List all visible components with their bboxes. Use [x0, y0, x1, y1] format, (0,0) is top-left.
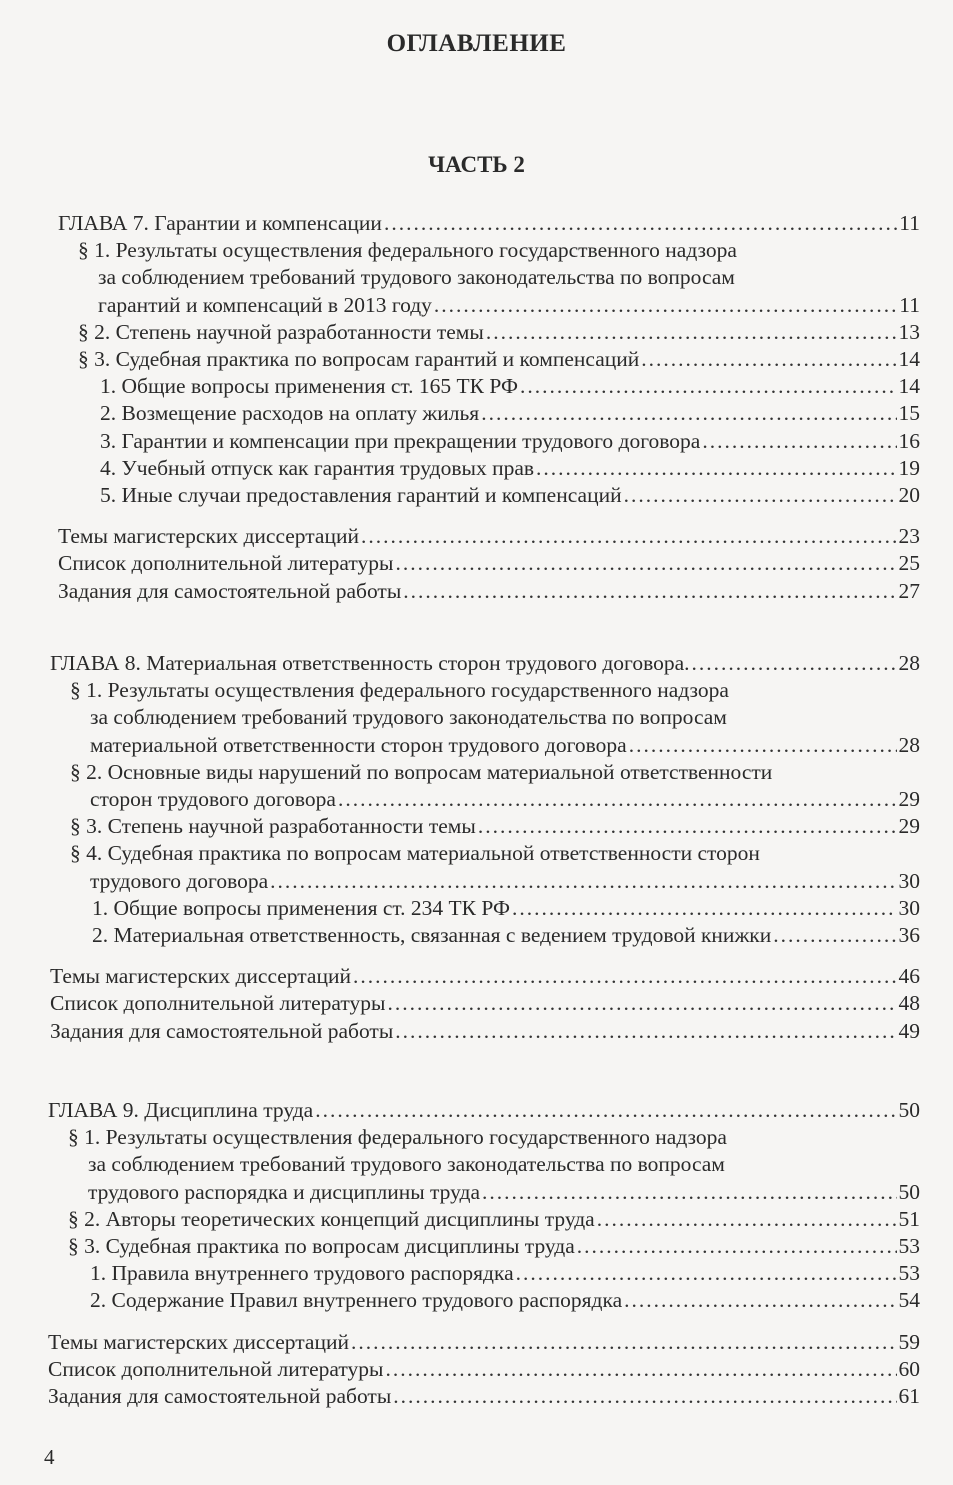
page-ref: 15: [898, 401, 920, 426]
page-ref: 19: [898, 455, 920, 480]
page-ref: 29: [898, 787, 920, 812]
dot-leader: [482, 1179, 896, 1206]
dot-leader: [393, 1383, 896, 1410]
page-ref: 61: [898, 1384, 920, 1409]
toc-chapter-7: [58, 210, 920, 605]
dot-leader: [773, 922, 896, 949]
dot-leader: [692, 650, 897, 677]
toc-entry-text[interactable]: § 1. Результаты осуществления федерального государственного надзора: [78, 238, 737, 263]
entry-title: материальной ответственности сторон трудового договора: [90, 732, 627, 757]
page-ref: 28: [898, 651, 920, 675]
dot-leader: [315, 1097, 896, 1124]
entry-title: ГЛАВА 8. Материальная ответственность сторон трудового договора.: [50, 651, 690, 675]
entry-title: Темы магистерских диссертаций: [50, 964, 351, 989]
dot-leader: [351, 1329, 897, 1356]
entry-title: Список дополнительной литературы: [58, 551, 394, 576]
entry-title: 5. Иные случаи предоставления гарантий и компенсаций: [100, 483, 622, 508]
page-ref: 53: [898, 1261, 920, 1286]
dot-leader: [434, 292, 897, 319]
entry-title: 2. Возмещение расходов на оплату жилья: [100, 401, 480, 426]
entry-title: ГЛАВА 7. Гарантии и компенсации: [58, 211, 382, 235]
toc-entry[interactable]: [48, 1233, 920, 1260]
page-ref: 20: [898, 483, 920, 508]
toc-entry[interactable]: [58, 455, 920, 482]
toc-entry[interactable]: [50, 895, 920, 922]
dot-leader: [353, 963, 897, 990]
entry-title: 1. Общие вопросы применения ст. 165 ТК РФ: [100, 374, 518, 399]
entry-title: Список дополнительной литературы: [50, 991, 386, 1016]
toc-entry[interactable]: [58, 550, 920, 577]
entry-title: трудового распорядка и дисциплины труда: [88, 1179, 481, 1204]
dot-leader: [516, 1260, 897, 1287]
toc-entry-text[interactable]: за соблюдением требований трудового законодательства по вопросам: [88, 1152, 725, 1177]
toc-entry[interactable]: [48, 1383, 920, 1410]
page-ref: 23: [898, 524, 920, 549]
entry-title: § 2. Авторы теоретических концепций дисциплины труда: [68, 1206, 595, 1231]
part-heading: ЧАСТЬ 2: [428, 152, 525, 177]
page-ref: 54: [898, 1288, 920, 1313]
toc-entry[interactable]: [58, 292, 920, 319]
toc-entry-text[interactable]: § 4. Судебная практика по вопросам материальной ответственности сторон: [70, 841, 760, 866]
toc-entry[interactable]: [58, 523, 920, 550]
entry-title: 4. Учебный отпуск как гарантия трудовых прав: [100, 455, 535, 480]
entry-title: § 3. Судебная практика по вопросам дисциплины труда: [68, 1234, 575, 1259]
toc-entry[interactable]: [58, 400, 920, 427]
entry-title: § 3. Степень научной разработанности темы: [70, 814, 476, 839]
toc-entry-text[interactable]: § 2. Основные виды нарушений по вопросам материальной ответственности: [70, 759, 773, 784]
entry-title: ГЛАВА 9. Дисциплина труда: [48, 1098, 314, 1122]
toc-entry[interactable]: [50, 922, 920, 949]
dot-leader: [338, 786, 897, 813]
page-ref: 25: [898, 551, 920, 576]
entry-title: гарантий и компенсаций в 2013 году: [98, 292, 432, 317]
dot-leader: [384, 210, 897, 237]
dot-leader: [387, 990, 896, 1017]
dot-leader: [395, 550, 896, 577]
toc-entry[interactable]: [50, 963, 920, 990]
toc-entry[interactable]: [50, 732, 920, 759]
dot-leader: [624, 482, 897, 509]
toc-entry-text[interactable]: § 1. Результаты осуществления федерального государственного надзора: [70, 678, 729, 703]
entry-title: Темы магистерских диссертаций: [58, 524, 359, 549]
toc-entry[interactable]: [48, 1329, 920, 1356]
entry-title: сторон трудового договора: [90, 787, 336, 812]
entry-title: 2. Содержание Правил внутреннего трудового распорядка: [90, 1288, 623, 1313]
dot-leader: [597, 1206, 897, 1233]
toc-entry[interactable]: [48, 1356, 920, 1383]
entry-title: § 2. Степень научной разработанности темы: [78, 319, 484, 344]
dot-leader: [512, 895, 897, 922]
entry-title: § 3. Судебная практика по вопросам гарантий и компенсаций: [78, 347, 640, 372]
dot-leader: [270, 868, 896, 895]
toc-entry[interactable]: [50, 650, 920, 677]
dot-leader: [702, 428, 896, 455]
toc-chapter-9: [48, 1097, 920, 1410]
page-ref: 16: [898, 428, 920, 453]
entry-title: Список дополнительной литературы: [48, 1356, 384, 1381]
page-ref: 59: [898, 1329, 920, 1354]
dot-leader: [624, 1287, 896, 1314]
dot-leader: [403, 578, 896, 605]
toc-entry[interactable]: [50, 786, 920, 813]
entry-title: Задания для самостоятельной работы: [58, 578, 402, 603]
page-ref: 28: [898, 732, 920, 757]
dot-leader: [385, 1356, 896, 1383]
page-ref: 14: [898, 374, 920, 399]
dot-leader: [395, 1018, 896, 1045]
entry-title: Темы магистерских диссертаций: [48, 1329, 349, 1354]
toc-entry[interactable]: [48, 1206, 920, 1233]
dot-leader: [478, 813, 897, 840]
page-ref: 50: [898, 1098, 920, 1122]
entry-title: 3. Гарантии и компенсации при прекращении трудового договора: [100, 428, 701, 453]
entry-title: Задания для самостоятельной работы: [50, 1018, 394, 1043]
toc-entry-text[interactable]: за соблюдением требований трудового законодательства по вопросам: [90, 705, 727, 730]
page-title: ОГЛАВЛЕНИЕ: [386, 30, 567, 57]
page-ref: 53: [898, 1234, 920, 1259]
toc-entry[interactable]: [50, 868, 920, 895]
entry-title: 1. Общие вопросы применения ст. 234 ТК РФ: [92, 895, 510, 920]
dot-leader: [629, 732, 897, 759]
toc-entry[interactable]: [48, 1287, 920, 1314]
toc-entry[interactable]: [48, 1097, 920, 1124]
toc-entry[interactable]: [58, 428, 920, 455]
page-ref: 51: [898, 1206, 920, 1231]
page-ref: 36: [898, 923, 920, 948]
page-ref: 50: [898, 1179, 920, 1204]
toc-entry[interactable]: [50, 813, 920, 840]
dot-leader: [577, 1233, 897, 1260]
page-ref: 29: [898, 814, 920, 839]
entry-title: трудового договора: [90, 868, 269, 893]
dot-leader: [520, 373, 897, 400]
toc-chapter-8: [50, 650, 920, 1045]
page-ref: 49: [898, 1018, 920, 1043]
toc-entry-text[interactable]: за соблюдением требований трудового законодательства по вопросам: [98, 265, 735, 290]
page-ref: 27: [898, 578, 920, 603]
toc-entry[interactable]: [58, 373, 920, 400]
page-ref: 14: [898, 347, 920, 372]
page-ref: 30: [898, 895, 920, 920]
dot-leader: [536, 455, 896, 482]
toc-entry[interactable]: [58, 319, 920, 346]
entry-title: 1. Правила внутреннего трудового распорядка: [90, 1261, 514, 1286]
page-ref: 11: [899, 292, 920, 317]
page-ref: 13: [898, 319, 920, 344]
toc-entry[interactable]: [50, 990, 920, 1017]
page-ref: 11: [899, 211, 920, 235]
entry-title: 2. Материальная ответственность, связанная с ведением трудовой книжки: [92, 923, 772, 948]
toc-entry[interactable]: [50, 1018, 920, 1045]
dot-leader: [481, 400, 896, 427]
page-ref: 46: [898, 964, 920, 989]
toc-entry[interactable]: [58, 210, 920, 237]
dot-leader: [641, 346, 896, 373]
page-number: 4: [44, 1445, 55, 1469]
dot-leader: [486, 319, 897, 346]
page-ref: 30: [898, 868, 920, 893]
toc-entry[interactable]: [48, 1179, 920, 1206]
toc-entry[interactable]: [58, 346, 920, 373]
page-ref: 48: [898, 991, 920, 1016]
toc-entry[interactable]: [58, 578, 920, 605]
page-ref: 60: [898, 1356, 920, 1381]
dot-leader: [361, 523, 897, 550]
entry-title: Задания для самостоятельной работы: [48, 1384, 392, 1409]
toc-entry[interactable]: [58, 482, 920, 509]
toc-entry-text[interactable]: § 1. Результаты осуществления федерального государственного надзора: [68, 1125, 727, 1150]
toc-entry[interactable]: [48, 1260, 920, 1287]
